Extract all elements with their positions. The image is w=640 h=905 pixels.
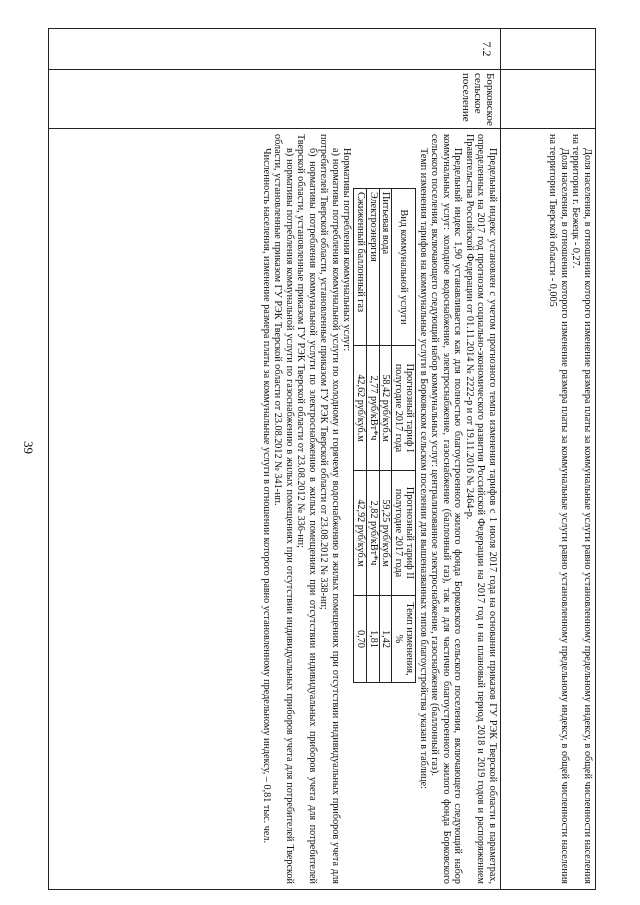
top-row-name-cell [501, 70, 596, 129]
growth-rate: 1,81 [366, 596, 379, 683]
tariff-table-header [392, 189, 416, 683]
page-number: 39 [21, 441, 36, 454]
tariff-table-wrapper [353, 188, 416, 884]
row-number: 7.2 [49, 29, 501, 70]
service-name: Питьевая вода [379, 189, 392, 346]
growth-rate: 1,42 [379, 596, 392, 683]
rotated-page-content [48, 28, 596, 890]
norms-heading: Нормативы потребления коммунальных услуг: [341, 148, 353, 352]
tariff-table [353, 188, 416, 683]
settlement-description [49, 129, 501, 890]
table-intro-paragraph: Темп изменения тарифов на коммунальные услуги в Борковском сельском поселении для вышеназванных типов благоустройства указан в таблице: [417, 148, 429, 789]
tariff-row-electricity [366, 189, 379, 683]
tariff-h2: 59,25 руб/куб.м [379, 471, 392, 596]
service-name: Сжиженный баллонный газ [354, 189, 367, 346]
service-name: Электроэнергия [366, 189, 379, 346]
header-tariff-h1: Прогнозный тариф I полугодие 2017 года [392, 346, 416, 471]
settlement-row [49, 29, 501, 890]
tariff-h1: 42,62 руб/куб.м [354, 346, 367, 471]
main-table [48, 28, 596, 890]
tariff-row-water [379, 189, 392, 683]
tariff-h1: 2,77 руб/кВт*ч [366, 346, 379, 471]
growth-rate: 0,70 [354, 596, 367, 683]
top-row-number-cell [501, 29, 596, 70]
header-tariff-h2: Прогнозный тариф II полугодие 2017 года [392, 471, 416, 596]
share-tver-region-paragraph: Доля населения, в отношении которого изменение размера платы за коммунальные услуги равно установленному предельному индексу, в общей численности населения на территории Тверской области - 0,005 [547, 134, 570, 884]
share-bezhetsk-paragraph: Доля населения, в отношении которого изменение размера платы за коммунальные услуги равно установленному предельному индексу, в общей численности населения на территории г. Бежецк - 0,27. [570, 134, 593, 884]
index-value-paragraph: Предельный индекс 1,90 устанавливается как для полностью благоустроенного жилого фонда Борковского сельского поселения, включающего следующий набор коммунальных услуг: холодное водоснабжение, электроснабжение, газоснабжение (баллонный газ), так и для частично благоустроенного жилого фонда Борковского сельского поселения, включающего следующий набор коммунальных услуг: централизованное электроснабжение, газоснабжение (баллонный газ). [429, 134, 464, 884]
settlement-name: Борковское сельское поселение [49, 70, 501, 129]
population-paragraph: Численность населения, изменение размера платы за коммунальные услуги в отношении которого равно установленному предельному индексу, – 0,81 тыс. чел. [260, 148, 272, 844]
norms-water-paragraph: а) нормативы потребления коммунальной услуги по холодному и горячему водоснабжению в жилых помещениях при отсутствии индивидуальных приборов учета для потребителей Тверской области, установленные приказом ГУ РЭК Тверской области от 23.08.2012 № 338-нп; [318, 134, 341, 884]
tariff-h2: 2,82 руб/кВт*ч [366, 471, 379, 596]
header-service: Вид коммунальной услуги [392, 189, 416, 346]
header-growth-rate: Темп изменения, % [392, 596, 416, 683]
top-row-text-cell [501, 129, 596, 890]
norms-gas-paragraph: в) нормативы потребления коммунальной услуги по газоснабжению в жилых помещениях при отсутствии индивидуальных приборов учета для потребителей Тверской области, установленные приказом ГУ РЭК Тверской области от 23.08.2012 № 341-нп. [272, 134, 295, 884]
norms-electricity-paragraph: б) нормативы потребления коммунальной услуги по электроснабжению в жилых помещениях при отсутствии индивидуальных приборов учета для потребителей Тверской области, установленные приказом ГУ РЭК Тверской области от 23.08.2012 № 336-нп; [295, 134, 318, 884]
index-basis-paragraph: Предельный индекс установлен с учетом прогнозного темпа изменения тарифов с 1 июля 2017 года на основании приказов ГУ РЭК Тверской области в параметрах, определенных на 2017 год прогнозом социально-экономического развития Российской Федерации на 2017 год и на плановый период 2018 и 2019 годов и распоряжением Правительства Российской Федерации от 01.11.2014 № 2222-р и от 19.11.2016 № 2464-р. [463, 134, 498, 884]
top-row [501, 29, 596, 890]
tariff-h2: 42,92 руб/куб.м [354, 471, 367, 596]
tariff-h1: 58,42 руб/куб.м [379, 346, 392, 471]
tariff-row-gas [354, 189, 367, 683]
